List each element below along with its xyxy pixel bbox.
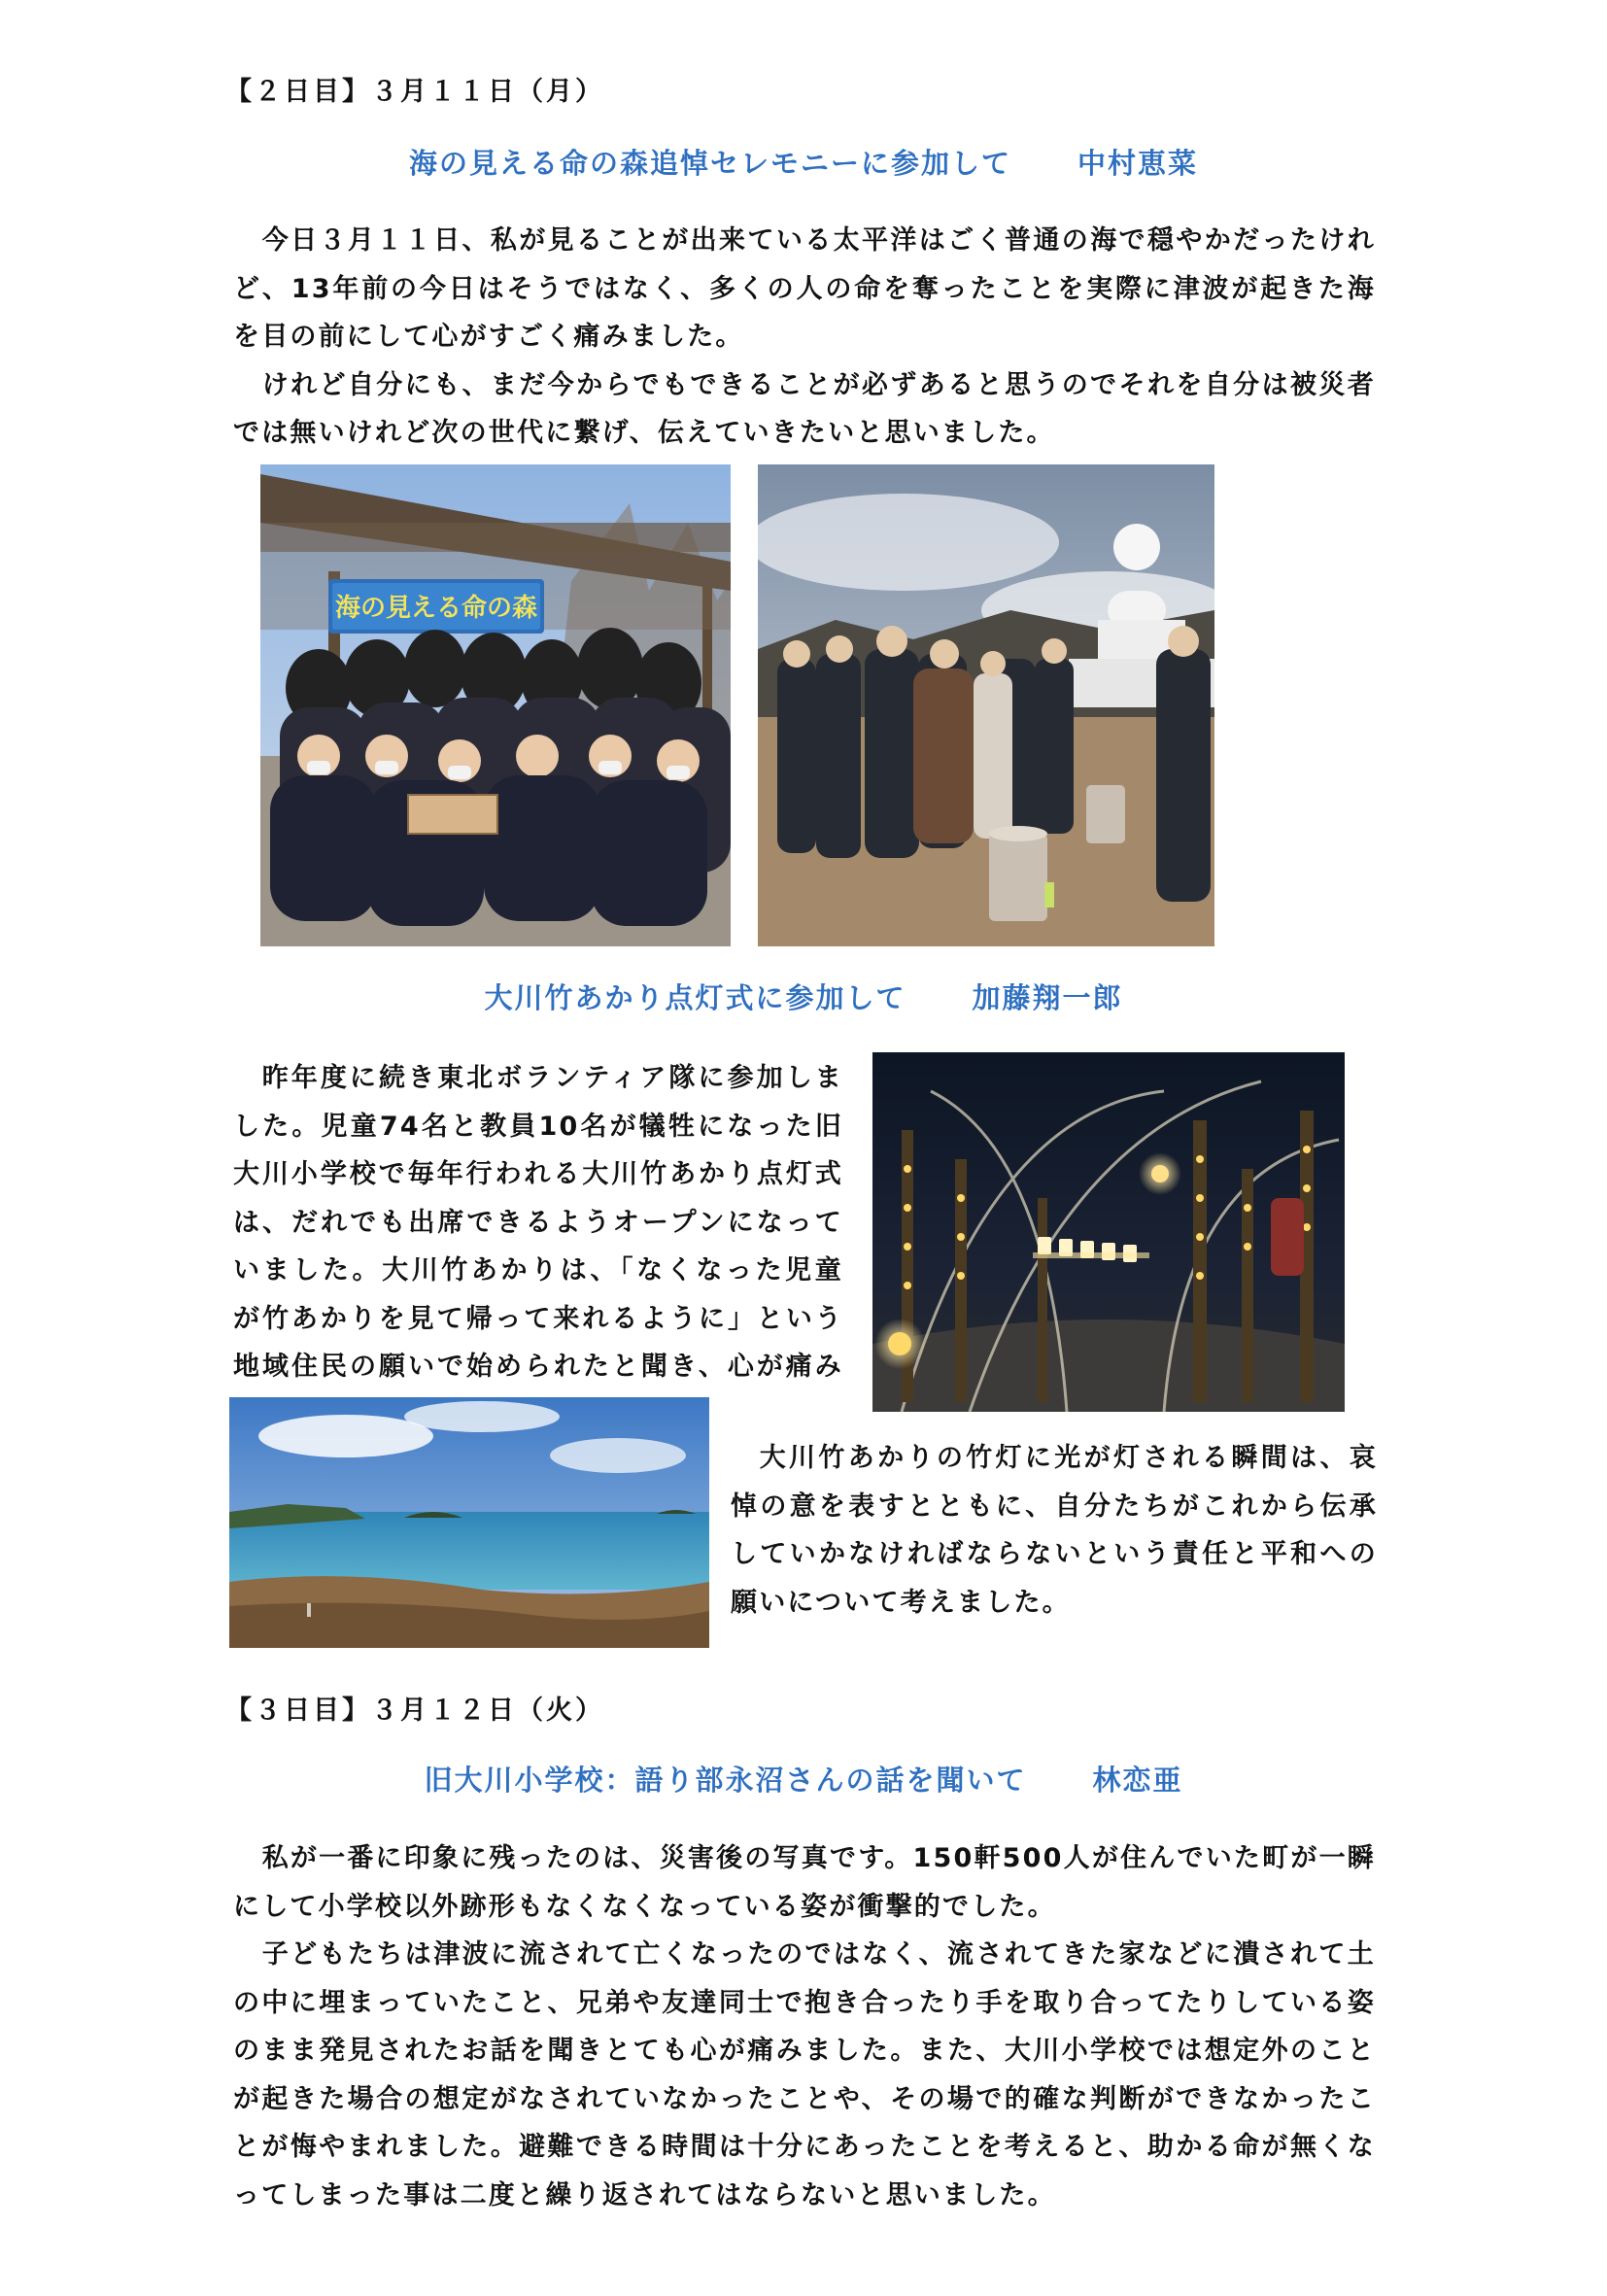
- section2-body-2: [731, 1434, 1378, 1627]
- day2-header: 【２日目】３月１１日（月）: [225, 77, 604, 107]
- section3-title-text: 旧大川小学校：語り部永沼さんの話を聞いて: [424, 1764, 1027, 1797]
- section3-paragraph: 私が一番に印象に残ったのは、災害後の写真です。150軒500人が住んでいた町が一瞬にして小学校以外跡形もなくなくなっている姿が衝撃的でした。: [233, 1843, 1376, 1922]
- section1-paragraph: けれど自分にも、まだ今からでもできることが必ずあると思うのでそれを自分は被災者では無いけれど次の世代に繋げ、伝えていきたいと思いました。: [233, 369, 1376, 448]
- section3-title: [0, 1759, 1607, 1799]
- section1-author: 中村恵菜: [1077, 147, 1199, 180]
- section1-title: [0, 142, 1607, 182]
- section1-title-text: 海の見える命の森追悼セレモニーに参加して: [408, 147, 1011, 180]
- section3-paragraph: 子どもたちは津波に流されて亡くなったのではなく、流されてきた家などに潰されて土の中に埋まっていたこと、兄弟や友達同士で抱き合ったり手を取り合ってたりしている姿のまま発見されたお話を聞きとても心が痛みました。また、大川小学校では想定外のことが起きた場合の想定がなされていなかったことや、その場で的確な判断ができなかったことが悔やまれました。避難できる時間は十分にあったことを考えると、助かる命が無くなってしまった事は二度と繰り返されてはならないと思いました。: [233, 1939, 1376, 2210]
- section3-body: [233, 1834, 1376, 2219]
- section1-body: [233, 217, 1376, 458]
- section2-author: 加藤翔一郎: [972, 981, 1123, 1014]
- coastal-sea-photo: [229, 1397, 709, 1648]
- section2-title-text: 大川竹あかり点灯式に参加して: [484, 981, 906, 1014]
- day3-header: 【３日目】３月１２日（火）: [225, 1696, 604, 1726]
- section2-title: [0, 977, 1607, 1016]
- banner-text: 海の見える命の森: [334, 594, 538, 623]
- section2-paragraph: 大川竹あかりの竹灯に光が灯される瞬間は、哀悼の意を表すとともに、自分たちがこれから伝承していかなければならないという責任と平和への願いについて考えました。: [731, 1443, 1378, 1618]
- group-photo: [260, 464, 731, 946]
- section1-paragraph: 今日３月１１日、私が見ることが出来ている太平洋はごく普通の海で穏やかだったけれど、13年前の今日はそうではなく、多くの人の命を奪ったことを実際に津波が起きた海を目の前にして心がすごく痛みました。: [233, 225, 1376, 352]
- section2-paragraph: 昨年度に続き東北ボランティア隊に参加しました。児童74名と教員10名が犠牲になった旧大川小学校で毎年行われる大川竹あかり点灯式は、だれでも出席できるようオープンになっていました。大川竹あかりは、「なくなった児童が竹あかりを見て帰って来れるように」という地域住民の願いで始められたと聞き、心が痛み: [233, 1063, 843, 1382]
- ceremony-photo: [758, 464, 1214, 946]
- section3-author: 林恋亜: [1092, 1764, 1183, 1797]
- bamboo-lantern-photo: [872, 1052, 1345, 1412]
- section2-body-1: [233, 1054, 843, 1439]
